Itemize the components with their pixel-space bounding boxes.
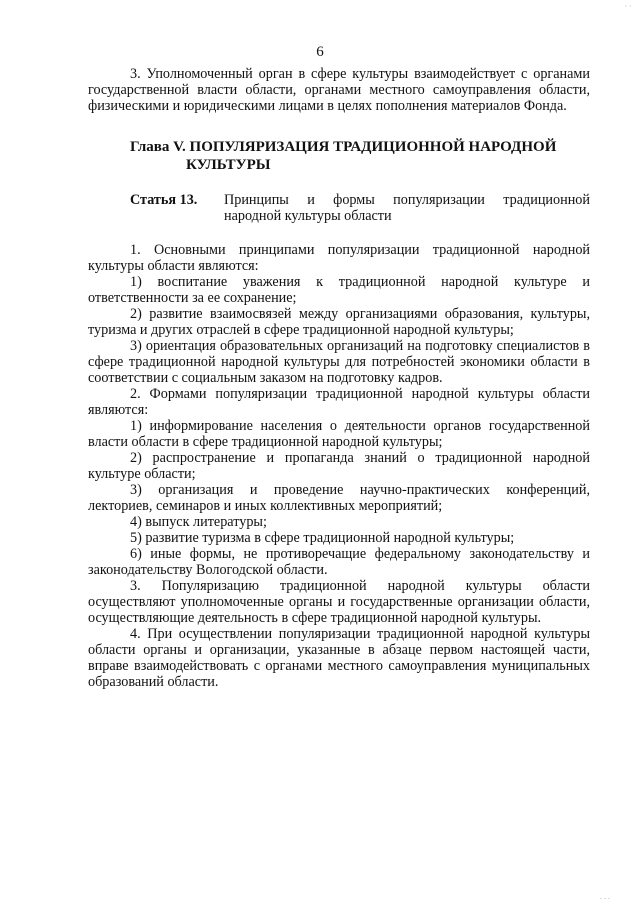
chapter-title-line2: КУЛЬТУРЫ [186,157,271,173]
paragraph: 4) выпуск литературы; [130,514,267,530]
chapter-heading [88,138,590,174]
paragraph: 4. При осуществлении популяризации традиционной народной культуры области органы и организации, указанные в абзаце первом настоящей части, вправе взаимодействовать с органами местного самоуправления муниципальных образований области. [88,626,590,690]
article-title: Принципы и формы популяризации традиционной народной культуры области [224,192,590,224]
scan-mark: · · [624,2,632,11]
paragraph: 6) иные формы, не противоречащие федеральному законодательству и законодательству Вологодской области. [88,546,590,578]
paragraph: 3) ориентация образовательных организаций на подготовку специалистов в сфере традиционной народной культуры для потребностей экономики области в соответствии с социальным заказом на подготовку кадров. [88,338,590,386]
article-label: Статья 13. [130,192,198,208]
document-body [88,66,590,690]
paragraph: 1) информирование населения о деятельности органов государственной власти области в сфере традиционной народной культуры; [88,418,590,450]
article-heading [88,192,590,224]
paragraph-section3: 3. Уполномоченный орган в сфере культуры взаимодействует с органами государственной власти области, органами местного самоуправления области, физическими и юридическими лицами в целях пополнения материалов Фонда. [88,66,590,114]
scan-mark: . . . [600,892,610,901]
paragraph: 2) развитие взаимосвязей между организациями образования, культуры, туризма и других отраслей в сфере традиционной народной культуры; [88,306,590,338]
chapter-title-line1: ПОПУЛЯРИЗАЦИЯ ТРАДИЦИОННОЙ НАРОДНОЙ [189,139,557,155]
paragraph: 5) развитие туризма в сфере традиционной народной культуры; [130,530,515,546]
paragraph: 1) воспитание уважения к традиционной народной культуре и ответственности за ее сохранение; [88,274,590,306]
paragraph: 2. Формами популяризации традиционной народной культуры области являются: [88,386,590,418]
page-number: 6 [316,44,324,60]
paragraph: 1. Основными принципами популяризации традиционной народной культуры области являются: [88,242,590,274]
paragraph: 3) организация и проведение научно-практических конференций, лекториев, семинаров и иных коллективных мероприятий; [88,482,590,514]
paragraph: 2) распространение и пропаганда знаний о традиционной народной культуре области; [88,450,590,482]
paragraph: 3. Популяризацию традиционной народной культуры области осуществляют уполномоченные органы и государственные организации области, осуществляющие деятельность в сфере традиционной народной культуры. [88,578,590,626]
chapter-label: Глава V. [130,139,186,155]
